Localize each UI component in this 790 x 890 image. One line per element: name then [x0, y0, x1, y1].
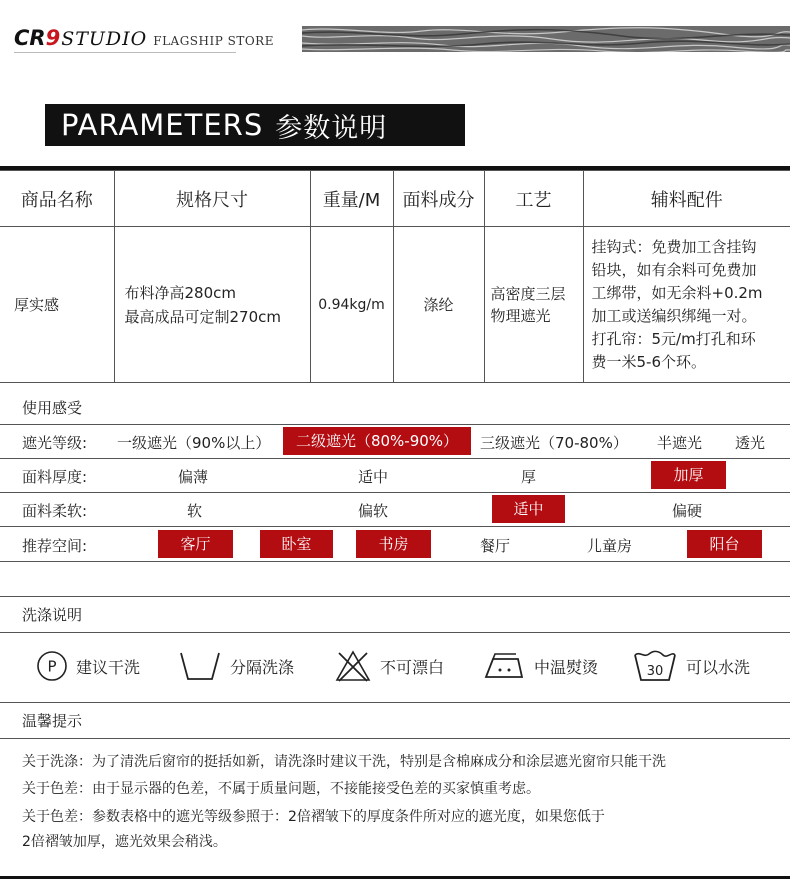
space-option-selected: 阳台 — [687, 530, 762, 558]
brand-logo — [14, 26, 60, 50]
shading-option-4: 半遮光 — [657, 434, 703, 452]
wash-label: 不可漂白 — [380, 657, 445, 677]
cell-weight — [310, 227, 393, 383]
divider — [0, 738, 790, 739]
tip-line: 关于洗涤：为了清洗后窗帘的挺括如新，请洗涤时建议干洗，特别是含棉麻成分和涂层遮光窗帘只能干洗 — [22, 754, 666, 770]
thickness-option-2: 适中 — [358, 468, 389, 486]
tip-line: 关于色差：由于显示器的色差，不属于质量问题，不接能接受色差的买家慎重考虑。 — [22, 781, 540, 797]
machine-wash-30-icon — [632, 649, 678, 683]
softness-label: 面料柔软: — [22, 502, 88, 520]
header-craft: 工艺 — [484, 171, 583, 227]
dry-clean-icon — [36, 650, 68, 682]
marble-decoration — [302, 26, 790, 52]
header-fabric: 面料成分 — [393, 171, 484, 227]
divider — [0, 632, 790, 633]
thickness-option-1: 偏薄 — [178, 468, 209, 486]
divider — [0, 526, 790, 527]
space-option-selected: 客厅 — [158, 530, 233, 558]
brand-underline — [14, 52, 236, 53]
cell-spec — [114, 227, 310, 383]
accessory-line: 工绑带，如无余料+0.2m — [591, 283, 763, 302]
shading-option-3: 三级遮光（70-80%） — [480, 434, 628, 452]
brand-header — [14, 26, 274, 52]
tip-line: 2倍褶皱加厚，遮光效果会稍浅。 — [22, 834, 227, 850]
weight-value: 0.94kg/m — [318, 296, 385, 313]
wash-label: 中温熨烫 — [534, 657, 599, 677]
logo-letters: CR — [14, 26, 46, 50]
accessory-line: 打孔帘：5元/m打孔和环 — [591, 329, 756, 348]
softness-option-selected: 适中 — [492, 495, 565, 523]
thickness-option-selected: 加厚 — [651, 461, 726, 489]
header-spec: 规格尺寸 — [114, 171, 310, 227]
tip-line: 关于色差：参数表格中的遮光等级参照于：2倍褶皱下的厚度条件所对应的遮光度，如果您低于 — [22, 809, 605, 825]
divider — [0, 458, 790, 459]
wash-item — [334, 646, 444, 686]
thickness-label: 面料厚度: — [22, 468, 88, 486]
header-weight: 重量/M — [310, 171, 393, 227]
divider — [0, 492, 790, 493]
no-bleach-icon — [334, 649, 372, 683]
accessory-line: 加工或送编织绑绳一对。 — [591, 306, 757, 325]
accessory-line: 费一米5-6个环。 — [591, 352, 707, 371]
header-product-name: 商品名称 — [0, 171, 114, 227]
wash-label: 可以水洗 — [686, 657, 751, 677]
divider — [0, 596, 790, 597]
wash-basin-icon — [178, 650, 222, 682]
accessory-line: 挂钩式：免费加工含挂钩 — [591, 237, 757, 256]
softness-option-2: 偏软 — [358, 502, 389, 520]
iron-medium-icon — [482, 650, 526, 682]
shading-option-1: 一级遮光（90%以上） — [117, 434, 271, 452]
spec-line-1: 布料净高280cm — [124, 283, 236, 302]
wash-temp-symbol: 30 — [646, 664, 664, 679]
feeling-title: 使用感受 — [22, 399, 83, 417]
cell-accessories — [583, 227, 790, 383]
wash-title: 洗涤说明 — [22, 606, 83, 624]
parameters-table — [0, 170, 790, 383]
header-accessories: 辅料配件 — [583, 171, 790, 227]
shading-option-selected: 二级遮光（80%-90%） — [283, 427, 471, 455]
spec-line-2: 最高成品可定制270cm — [124, 307, 281, 326]
table-row — [0, 227, 790, 383]
space-option-5: 儿童房 — [587, 537, 633, 555]
banner-title-zh: 参数说明 — [275, 112, 388, 144]
cell-fabric: 涤纶 — [393, 227, 484, 383]
logo-nine: 9 — [45, 26, 61, 50]
wash-label: 分隔洗涤 — [230, 657, 295, 677]
wash-item — [178, 646, 294, 686]
page-bottom-rule — [0, 876, 790, 879]
softness-option-1: 软 — [187, 502, 203, 520]
cell-craft — [484, 227, 583, 383]
table-header-row — [0, 171, 790, 227]
craft-line-2: 物理遮光 — [490, 306, 551, 325]
shading-option-5: 透光 — [735, 434, 766, 452]
space-option-4: 餐厅 — [480, 537, 511, 555]
shading-label: 遮光等级: — [22, 434, 88, 452]
wash-item — [632, 646, 750, 686]
divider — [0, 424, 790, 425]
divider — [0, 702, 790, 703]
parameters-banner — [45, 104, 465, 146]
wash-item — [482, 646, 598, 686]
space-option-selected: 书房 — [356, 530, 431, 558]
tips-title: 温馨提示 — [22, 712, 83, 730]
dry-clean-symbol: P — [47, 657, 57, 676]
divider — [0, 561, 790, 562]
thickness-option-3: 厚 — [521, 468, 537, 486]
wash-label: 建议干洗 — [76, 657, 141, 677]
brand-flagship: FLAGSHIP STORE — [153, 34, 274, 48]
space-label: 推荐空间: — [22, 537, 88, 555]
banner-title-en: PARAMETERS — [61, 108, 264, 142]
wash-item — [36, 646, 140, 686]
space-option-selected: 卧室 — [260, 530, 333, 558]
craft-line-1: 高密度三层 — [490, 284, 566, 303]
softness-option-4: 偏硬 — [672, 502, 703, 520]
brand-studio: STUDIO — [61, 28, 148, 50]
cell-product-name: 厚实感 — [0, 227, 114, 383]
accessory-line: 铅块，如有余料可免费加 — [591, 260, 757, 279]
